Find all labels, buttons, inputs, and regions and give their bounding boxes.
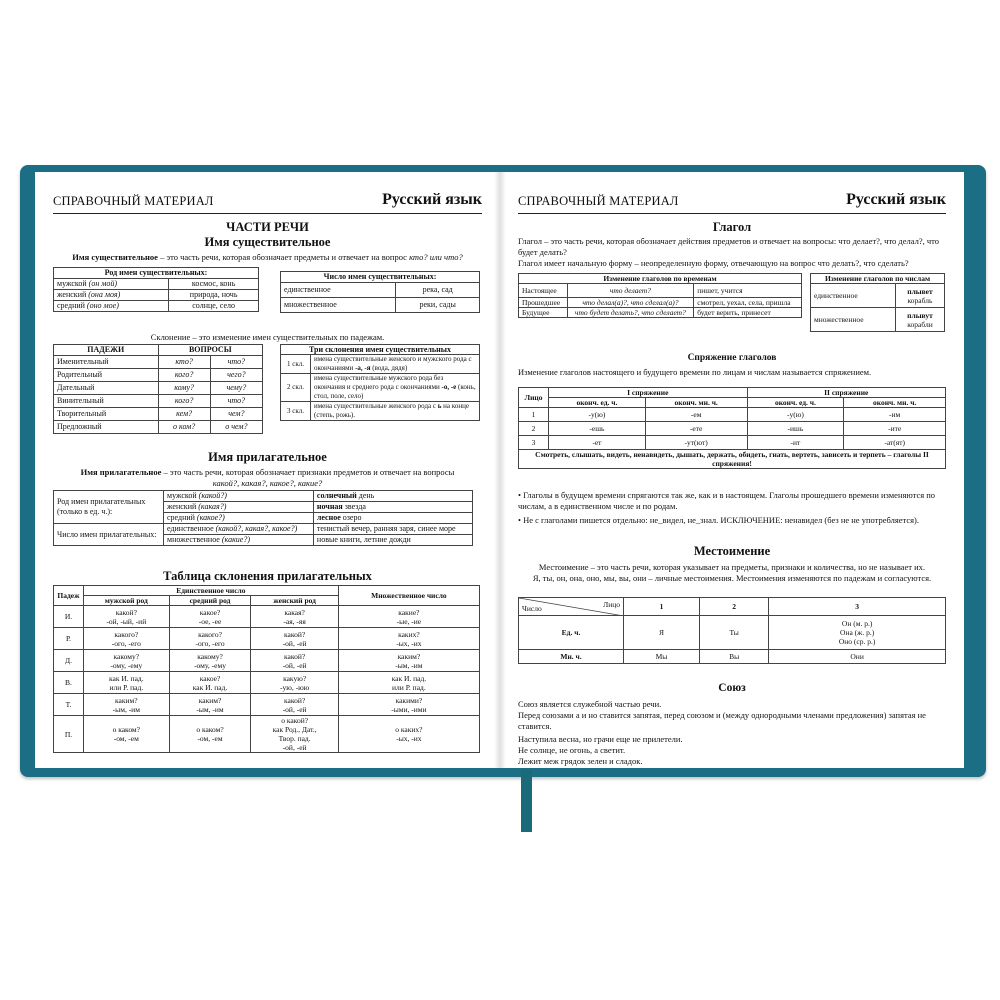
cell: -ат(ят) <box>844 436 946 450</box>
conjugation-table <box>518 387 946 469</box>
cell: Мн. ч. <box>519 650 624 664</box>
bullet-icon: • <box>518 490 524 500</box>
cell: лесное озеро <box>313 513 472 524</box>
cell: Т. <box>54 694 84 716</box>
cell: Д. <box>54 650 84 672</box>
cell: чего? <box>227 370 246 379</box>
three-declensions-table <box>280 344 480 421</box>
cell <box>158 421 210 434</box>
table-header: Изменение глаголов по временам <box>519 274 802 284</box>
cell: женский <box>57 290 89 299</box>
table-header: Число имен существительных: <box>281 272 480 283</box>
cell: новые книги, летние дожди <box>313 535 472 546</box>
table-header: Падеж <box>54 586 84 606</box>
table-header: средний род <box>169 596 251 606</box>
cell <box>210 382 262 395</box>
adjective-title: Имя прилагательное <box>208 450 327 464</box>
cell: о какой? как Род., Дат., Твор. пад. -ой, -ей <box>251 716 338 753</box>
cell: какая? -ая, -яя <box>251 606 338 628</box>
cell: (оно мое) <box>86 301 119 310</box>
cell: имена существительные мужского рода без окончания и среднего рода с окончаниями -о, -е (конь, стол, поле, село) <box>311 374 480 402</box>
table-header: женский род <box>251 596 338 606</box>
cell: о каком? -ом, -ем <box>169 716 251 753</box>
cell: какой? -ой, -ый, -ий <box>84 606 170 628</box>
page-header <box>518 184 946 214</box>
cell: о каком? -ом, -ем <box>84 716 170 753</box>
noun-definition: Имя существительное – это часть речи, которая обозначает предметы и отвечает на вопрос кто? или что? <box>72 252 463 262</box>
cell: средний (какое?) <box>164 513 314 524</box>
cell: каким? -ым, -им <box>338 650 479 672</box>
union-example-1: Наступила весна, но грачи еще не прилетели. <box>518 734 683 744</box>
cell: какому? -ому, -ему <box>84 650 170 672</box>
cell: что? <box>227 396 246 405</box>
cell: -у(ю) <box>747 408 844 422</box>
table-header: Множественное число <box>338 586 479 606</box>
cell: единственное <box>811 284 896 308</box>
cell: Дательный <box>54 382 159 395</box>
cell: (она моя) <box>88 290 121 299</box>
verb-title: Глагол <box>712 220 752 234</box>
cell: Род имен прилагательных (только в ед. ч.): <box>54 491 164 524</box>
cell: кого? <box>174 396 194 405</box>
cell: каким? -ым, -им <box>169 694 251 716</box>
table-header: Лицо <box>519 388 549 408</box>
cell: какой? -ой, -ей <box>251 694 338 716</box>
table-header: ВОПРОСЫ <box>158 345 262 356</box>
cell: какое? как И. пад. <box>169 672 251 694</box>
page-gutter <box>494 172 506 768</box>
cell: плывет корабль <box>895 284 944 308</box>
table-header: I спряжение <box>549 388 748 398</box>
cell: какому? -ому, -ему <box>169 650 251 672</box>
cell: какое? -ое, -ее <box>169 606 251 628</box>
cell: природа, ночь <box>169 290 259 301</box>
cell: мужской <box>57 279 89 288</box>
cell: Прошедшее <box>519 298 568 308</box>
adjective-definition: Имя прилагательное – это часть речи, которая обозначает признаки предметов и отвечает на вопросы какой?, какая?, какое?, какие? <box>80 467 455 488</box>
cell: какого? -ого, -его <box>84 628 170 650</box>
cell: П. <box>54 716 84 753</box>
cell: Р. <box>54 628 84 650</box>
cell: (он мой) <box>88 279 118 288</box>
cell: какие? -ые, -ие <box>338 606 479 628</box>
cell: каким? -ым, -им <box>84 694 170 716</box>
verb-infinitive: Глагол имеет начальную форму – неопределенную форму, отвечающую на вопрос что делать?, что сделать? <box>518 258 909 268</box>
union-p2: Перед союзами а и но ставится запятая, перед союзом и (между однородными членами предложения) запятая не ставится. <box>518 710 926 731</box>
verb-bullet-2: • Не с глаголами пишется отдельно: не_видел, не_знал. ИСКЛЮЧЕНИЕ: ненавидел (без не не употребляется). <box>518 515 919 525</box>
table-header: мужской род <box>84 596 170 606</box>
cell: Вы <box>700 650 769 664</box>
cell: плывут корабли <box>895 308 944 332</box>
table-header: Три склонения имен существительных <box>281 345 480 355</box>
bullet-icon: • <box>518 515 524 525</box>
adjective-declension-table <box>53 585 480 753</box>
cell: о ком? <box>173 422 196 431</box>
header-title: Русский язык <box>846 191 946 208</box>
tense-table <box>518 273 802 318</box>
cell: -ем <box>645 408 747 422</box>
cell: о каких? -ых, -их <box>338 716 479 753</box>
table-header: оконч. мн. ч. <box>645 398 747 408</box>
cell: Я <box>624 616 700 650</box>
cell: что делал(а)?, что сделал(а)? <box>582 298 679 307</box>
cell: единственное (какой?, какая?, какое?) <box>164 524 314 535</box>
cell: И. <box>54 606 84 628</box>
cell: какой? -ой, -ей <box>251 628 338 650</box>
cell: имена существительные женского рода с ь на конце (степь, рожь). <box>311 402 480 421</box>
cell: космос, конь <box>169 279 259 290</box>
cell: солнечный день <box>313 491 472 502</box>
cell: Именительный <box>54 356 159 369</box>
table-header: 3 <box>769 598 946 616</box>
cell: какого? -ого, -его <box>169 628 251 650</box>
header-subtitle: СПРАВОЧНЫЙ МАТЕРИАЛ <box>518 194 679 208</box>
cell: как И. пад. или Р. пад. <box>338 672 479 694</box>
table-header: 1 <box>624 598 700 616</box>
declension-definition: Склонение – это изменение имен существительных по падежам. <box>150 332 385 342</box>
verb-definition: Глагол – это часть речи, которая обозначает действия предметов и отвечает на вопросы: что делает?, что делал?, что будет делать? <box>518 236 940 257</box>
cell: как И. пад. или Р. пад. <box>84 672 170 694</box>
cell <box>158 382 210 395</box>
union-example-3: Лежит меж грядок зелен и сладок. <box>518 756 643 766</box>
diagonal-divider <box>519 598 624 616</box>
cell: 2 <box>519 422 549 436</box>
cell: множественное <box>281 298 396 313</box>
cell: единственное <box>281 283 396 298</box>
table-header: 2 <box>700 598 769 616</box>
pronoun-title: Местоимение <box>693 544 771 558</box>
cell: будет верить, принесет <box>694 308 802 318</box>
table-header: Род имен существительных: <box>54 268 259 279</box>
cell: Ты <box>700 616 769 650</box>
cell: -им <box>844 408 946 422</box>
cell: кому? <box>174 383 195 392</box>
table-header: ПАДЕЖИ <box>54 345 159 356</box>
header-subtitle: СПРАВОЧНЫЙ МАТЕРИАЛ <box>53 194 214 208</box>
cell: Ед. ч. <box>519 616 624 650</box>
cell: Он (м. р.) Она (ж. р.) Оно (ср. р.) <box>769 616 946 650</box>
cell: Они <box>769 650 946 664</box>
adj-table-title: Таблица склонения прилагательных <box>163 569 372 583</box>
cell: 2 скл. <box>281 374 311 402</box>
noun-gender-table <box>53 267 259 312</box>
noun-title: Имя существительное <box>204 235 331 249</box>
cell: пишет, учится <box>694 284 802 298</box>
cell <box>567 308 694 318</box>
cell <box>210 369 262 382</box>
conjugation-definition: Изменение глаголов настоящего и будущего времени по лицам и числам называется спряжением. <box>518 367 872 377</box>
cell: -ите <box>844 422 946 436</box>
cell: чему? <box>226 383 247 392</box>
table-header: оконч. ед. ч. <box>549 398 646 408</box>
cell: -ет <box>549 436 646 450</box>
union-p1: Союз является служебной частью речи. <box>518 699 662 709</box>
verb-bullet-1: • Глаголы в будущем времени спрягаются так же, как и в настоящем. Глаголы прошедшего времени изменяются по числам, а в единственном числе и по родам. <box>518 490 936 511</box>
cell: 3 <box>519 436 549 450</box>
table-header: II спряжение <box>747 388 946 398</box>
cell: множественное <box>811 308 896 332</box>
cell <box>210 421 262 434</box>
pronoun-personal: Я, ты, он, она, оно, мы, вы, они – личные местоимения. Местоимения изменяются по падежам и согласуются. <box>532 573 932 583</box>
cell: что делает? <box>609 286 651 295</box>
cell: какой? -ой, -ей <box>251 650 338 672</box>
cell: 1 скл. <box>281 355 311 374</box>
conjugation-title: Спряжение глаголов <box>687 353 777 363</box>
cell: -ишь <box>747 422 844 436</box>
pronoun-definition: Местоимение – это часть речи, которая указывает на предметы, признаки и количества, но не называет их. <box>538 562 926 572</box>
cell: 3 скл. <box>281 402 311 421</box>
cell: река, сад <box>396 283 480 298</box>
adjective-table <box>53 490 473 546</box>
cell <box>158 369 210 382</box>
cases-table <box>53 344 263 434</box>
cell <box>54 301 169 312</box>
cell: -ут(ют) <box>645 436 747 450</box>
cell: -ешь <box>549 422 646 436</box>
cell: -ете <box>645 422 747 436</box>
union-example-2: Не солнце, не огонь, а светит. <box>518 745 626 755</box>
cell: Родительный <box>54 369 159 382</box>
cell: реки, сады <box>396 298 480 313</box>
cell: солнце, село <box>169 301 259 312</box>
cell: что будет делать?, что сделает? <box>574 308 686 317</box>
cell: -у(ю) <box>549 408 646 422</box>
cell: множественное (какие?) <box>164 535 314 546</box>
cell: смотрел, уехал, села, пришла <box>694 298 802 308</box>
union-title: Союз <box>718 682 746 694</box>
header-title: Русский язык <box>382 191 482 208</box>
right-page <box>500 172 964 768</box>
cell: Будущее <box>519 308 568 318</box>
cell <box>158 395 210 408</box>
cell: имена существительные женского и мужского рода с окончаниями -а, -я (вода, дядя) <box>311 355 480 374</box>
noun-number-table <box>280 271 480 313</box>
left-page <box>35 172 500 768</box>
cell <box>54 290 169 301</box>
cell: о чем? <box>225 422 248 431</box>
cell: Предложный <box>54 421 159 434</box>
verb-number-table <box>810 273 945 332</box>
conjugation-note: Смотреть, слышать, видеть, ненавидеть, дышать, держать, обидеть, гнать, вертеть, зависеть и терпеть – глаголы II спряжения! <box>519 450 946 469</box>
cell: чем? <box>228 409 245 418</box>
cell: В. <box>54 672 84 694</box>
cell: Число Лицо <box>519 598 624 616</box>
cell <box>54 279 169 290</box>
cell: Мы <box>624 650 700 664</box>
pronoun-table <box>518 597 946 664</box>
cell <box>210 395 262 408</box>
section-title: ЧАСТИ РЕЧИ <box>226 220 309 234</box>
cell: тенистый вечер, ранняя заря, синее море <box>313 524 472 535</box>
cell: кто? <box>175 357 193 366</box>
cell <box>210 356 262 369</box>
cell <box>210 408 262 421</box>
cell: женский (какая?) <box>164 502 314 513</box>
table-header: Единственное число <box>84 586 339 596</box>
cell: мужской (какой?) <box>164 491 314 502</box>
cell: кем? <box>176 409 193 418</box>
cell <box>567 284 694 298</box>
cell: какими? -ыми, -ими <box>338 694 479 716</box>
table-header: Изменение глаголов по числам <box>811 274 945 284</box>
cell <box>158 408 210 421</box>
cell: -ит <box>747 436 844 450</box>
table-header: оконч. ед. ч. <box>747 398 844 408</box>
cell: кого? <box>174 370 194 379</box>
cell: какую? -ую, -юю <box>251 672 338 694</box>
cell: Число имен прилагательных: <box>54 524 164 546</box>
cell: Настоящее <box>519 284 568 298</box>
page-header <box>53 184 482 214</box>
bookmark-ribbon[interactable] <box>521 770 532 832</box>
cell: средний <box>57 301 87 310</box>
cell <box>158 356 210 369</box>
cell: каких? -ых, -их <box>338 628 479 650</box>
table-header: оконч. мн. ч. <box>844 398 946 408</box>
cell: 1 <box>519 408 549 422</box>
cell: Творительный <box>54 408 159 421</box>
cell <box>567 298 694 308</box>
cell: что? <box>227 357 246 366</box>
cell: ночная звезда <box>313 502 472 513</box>
cell: Винительный <box>54 395 159 408</box>
